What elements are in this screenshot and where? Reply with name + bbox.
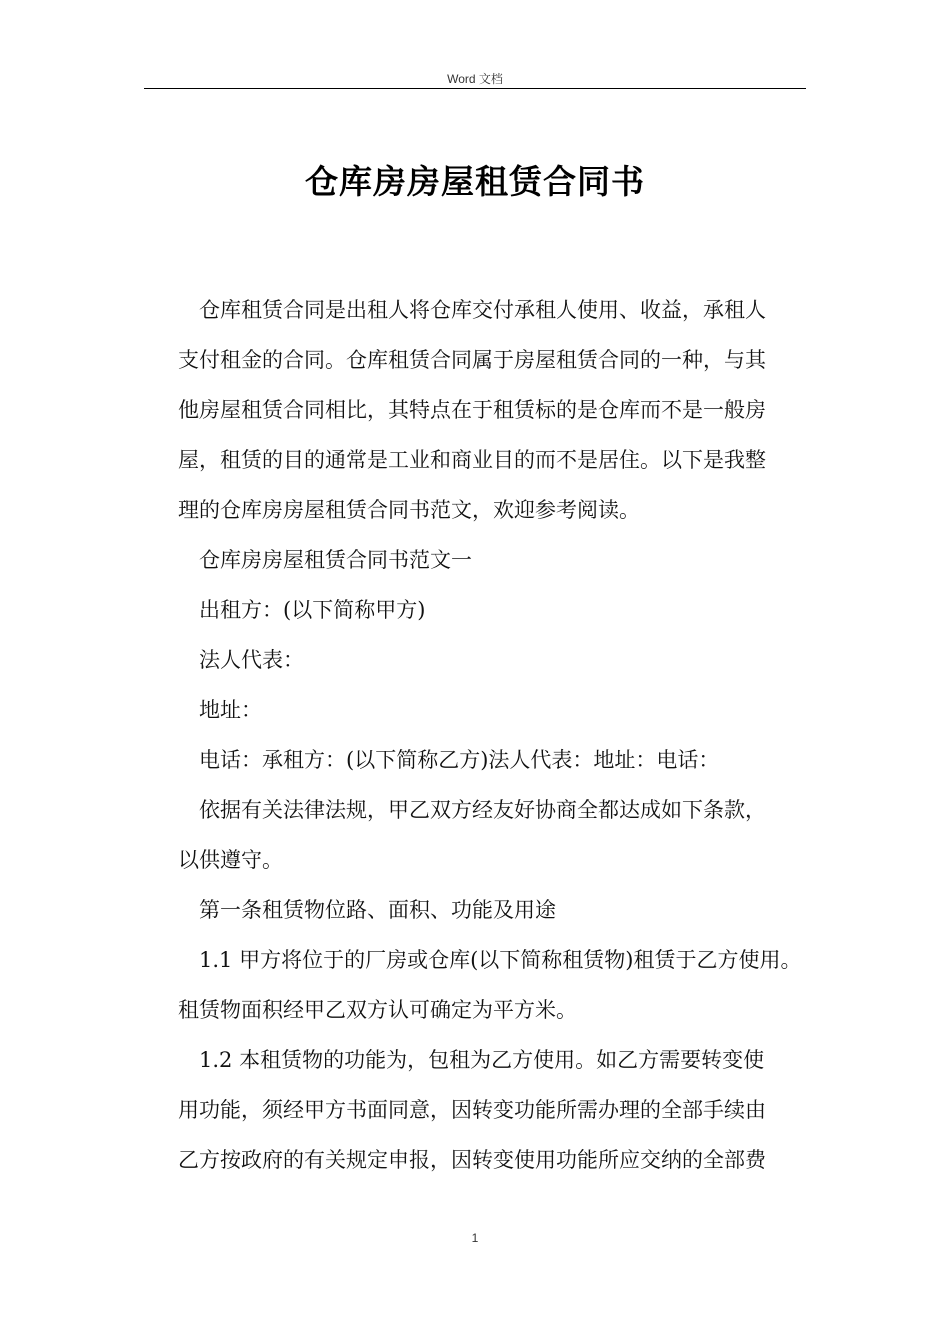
body-line: 他房屋租赁合同相比，其特点在于租赁标的是仓库而不是一般房	[178, 398, 766, 422]
body-line: 用功能，须经甲方书面同意，因转变功能所需办理的全部手续由	[178, 1098, 766, 1122]
body-line: 理的仓库房房屋租赁合同书范文，欢迎参考阅读。	[178, 498, 640, 522]
body-line: 仓库房房屋租赁合同书范文一	[199, 548, 472, 572]
document-title: 仓库房房屋租赁合同书	[305, 162, 645, 201]
body-line: 屋，租赁的目的通常是工业和商业目的而不是居住。以下是我整	[178, 448, 766, 472]
body-line: 法人代表：	[199, 648, 304, 672]
page-number: 1	[471, 1231, 479, 1245]
body-line: 以供遵守。	[178, 848, 283, 872]
body-line: 依据有关法律法规，甲乙双方经友好协商全都达成如下条款，	[199, 798, 766, 822]
body-line: 出租方：(以下简称甲方)	[199, 598, 426, 622]
section-heading: 第一条租赁物位路、面积、功能及用途	[199, 898, 556, 922]
body-line: 仓库租赁合同是出租人将仓库交付承租人使用、收益，承租人	[199, 298, 766, 322]
body-line: 支付租金的合同。仓库租赁合同属于房屋租赁合同的一种，与其	[178, 348, 766, 372]
body-line: 1.1 甲方将位于的厂房或仓库(以下简称租赁物)租赁于乙方使用。	[199, 948, 802, 972]
body-line: 地址：	[199, 698, 262, 722]
header-divider	[144, 88, 806, 89]
body-line: 租赁物面积经甲乙双方认可确定为平方米。	[178, 998, 577, 1022]
body-line: 1.2 本租赁物的功能为，包租为乙方使用。如乙方需要转变使	[199, 1048, 765, 1072]
body-line: 乙方按政府的有关规定申报，因转变使用功能所应交纳的全部费	[178, 1148, 766, 1172]
body-line: 电话：承租方：(以下简称乙方)法人代表：地址：电话：	[199, 748, 720, 772]
header-label: Word 文档	[447, 72, 503, 86]
